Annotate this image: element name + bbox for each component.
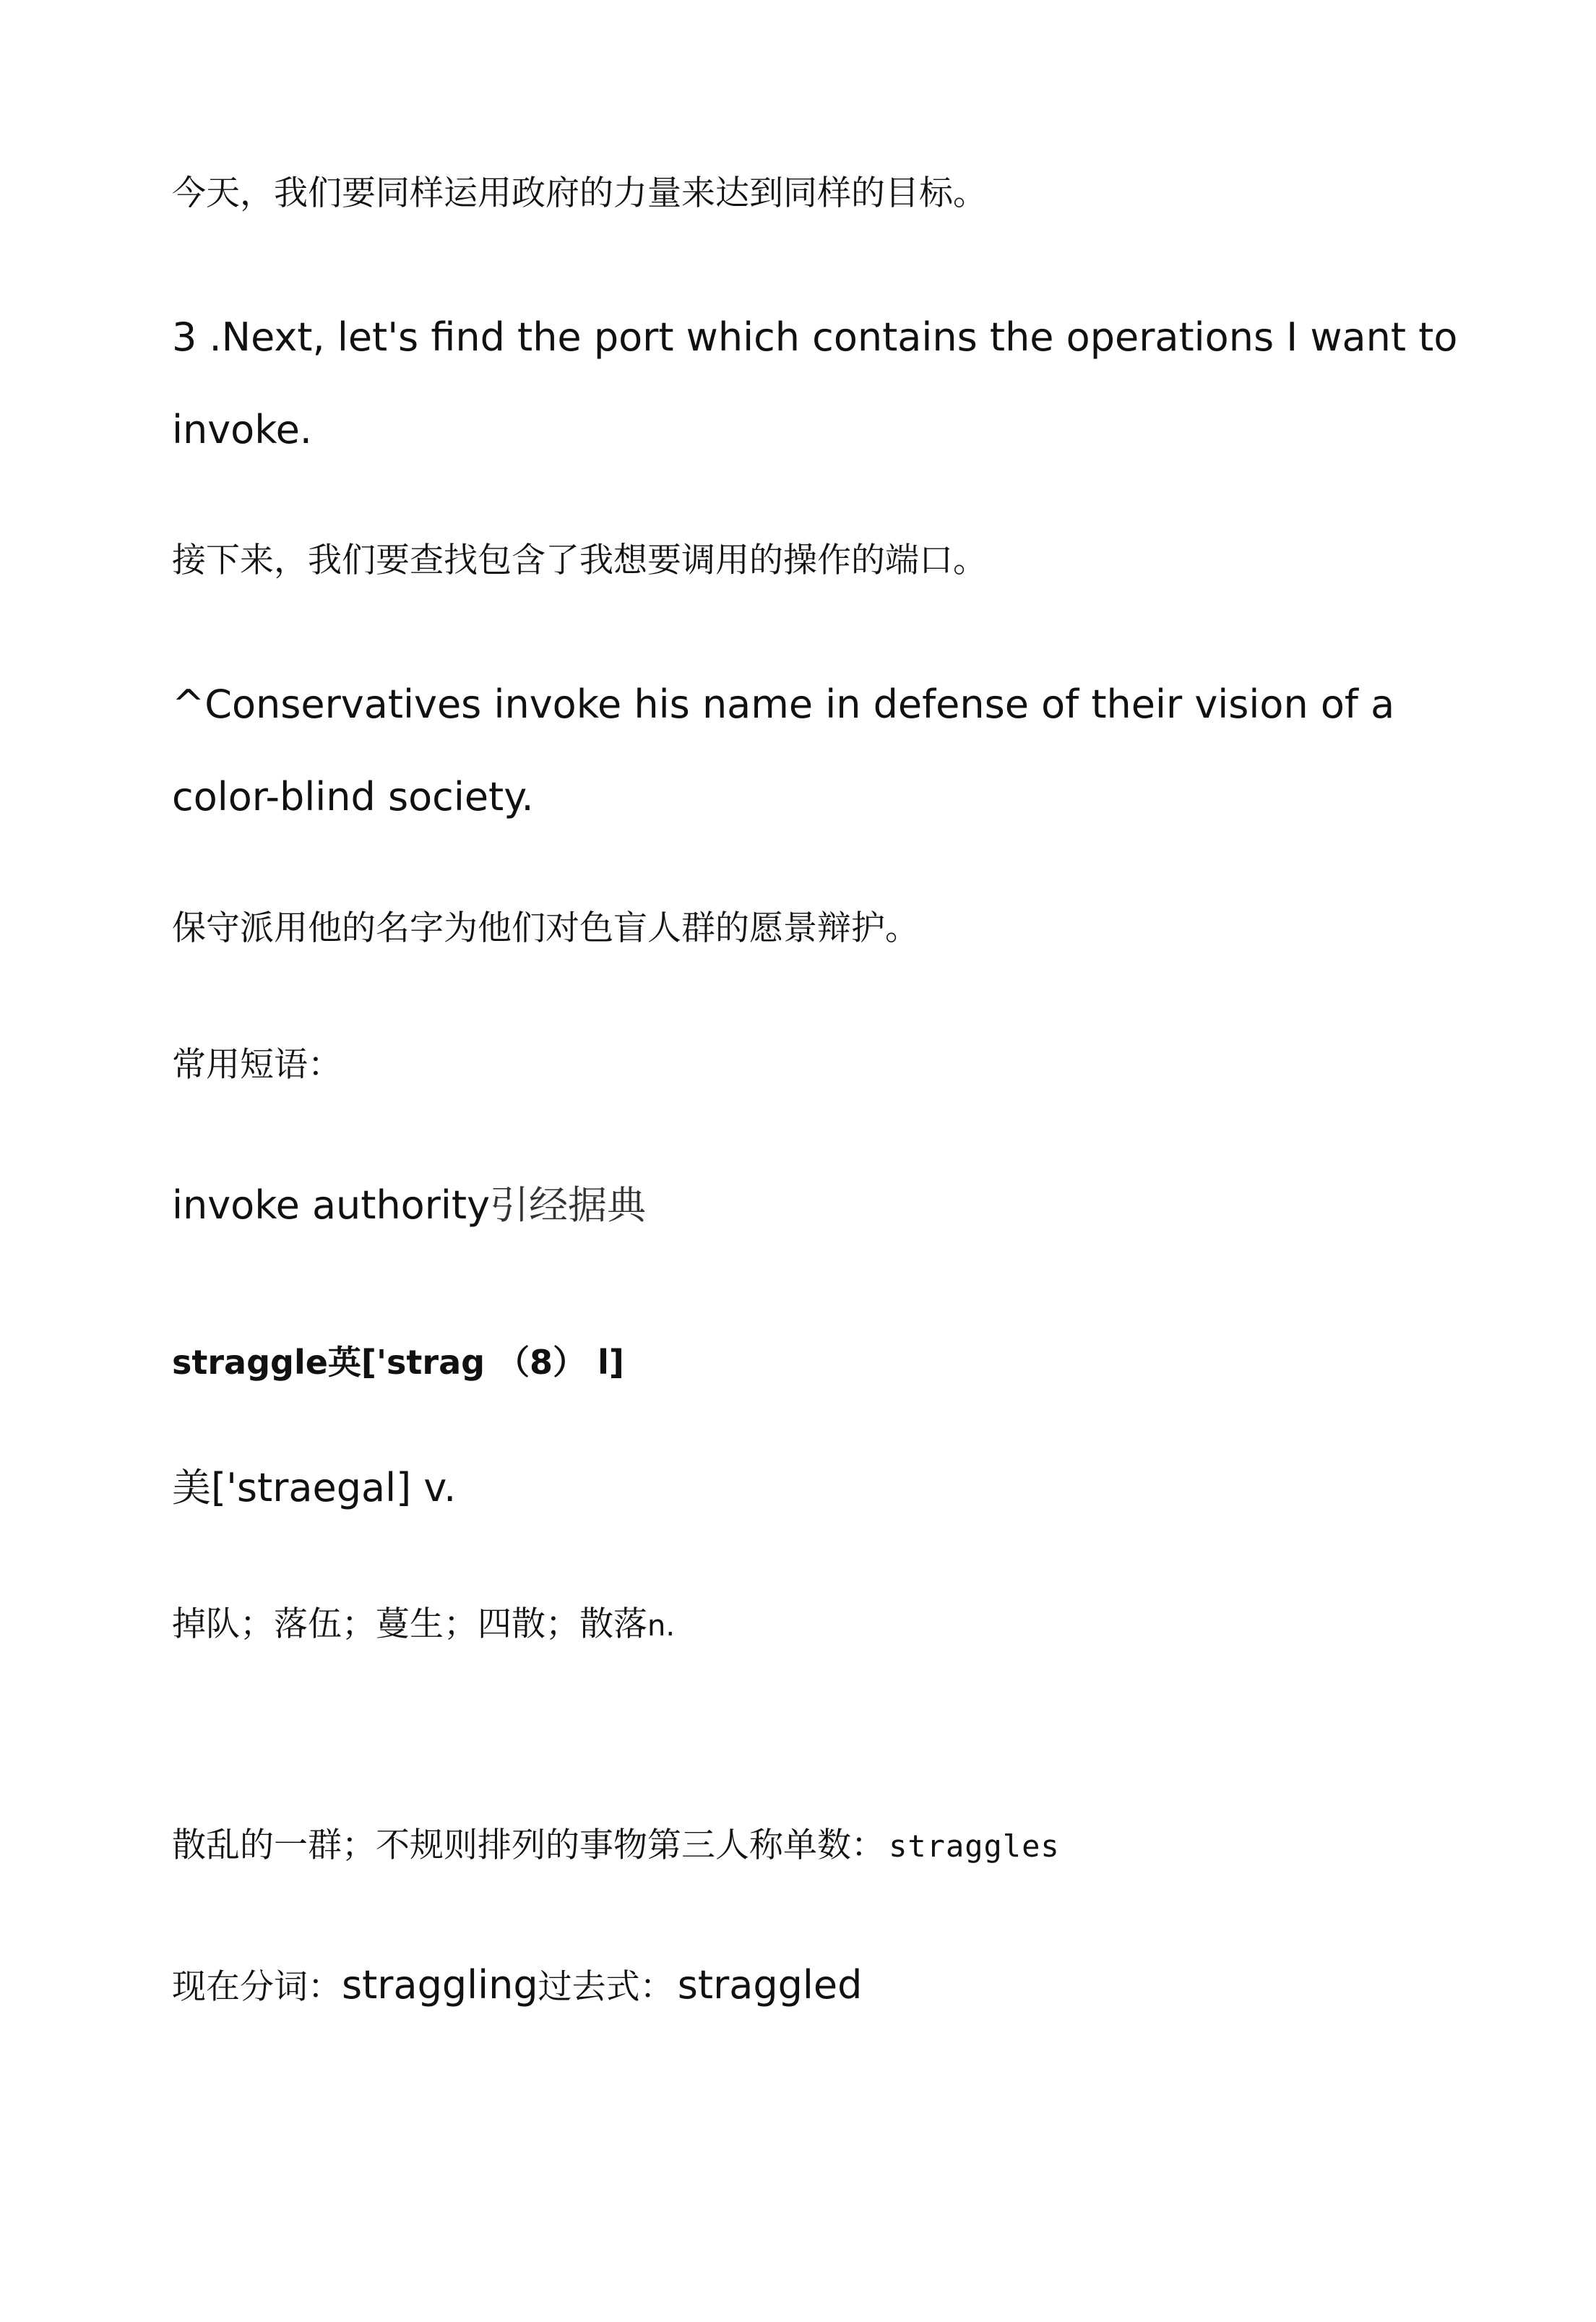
sentence-translation-1: 今天，我们要同样运用政府的力量来达到同样的目标。 bbox=[172, 173, 987, 213]
phrase-english: invoke authority bbox=[172, 1182, 491, 1228]
sentence-translation-4: 保守派用他的名字为他们对色盲人群的愿景辩护。 bbox=[172, 908, 919, 948]
definition-verb-cn: 掉队；落伍；蔓生；四散；散落 bbox=[172, 1604, 647, 1644]
definition-noun-pos: n. bbox=[647, 1609, 676, 1643]
example-sentence-3-line-2: invoke. bbox=[172, 407, 312, 452]
past-tense-label: 过去式： bbox=[538, 1967, 674, 2007]
past-tense: straggled bbox=[677, 1962, 863, 2008]
third-person-singular: straggles bbox=[889, 1828, 1060, 1864]
present-participle: straggling bbox=[342, 1962, 538, 2008]
definition-noun bbox=[172, 1826, 1060, 1865]
sentence-translation-3: 接下来，我们要查找包含了我想要调用的操作的端口。 bbox=[172, 541, 987, 580]
common-phrases-heading: 常用短语： bbox=[172, 1045, 342, 1085]
headword-straggle-us: 美['straegal] v. bbox=[172, 1465, 457, 1510]
inflections bbox=[172, 1962, 863, 2008]
definition-verb bbox=[172, 1604, 676, 1644]
headword-straggle-uk: straggle英['strag （8） l] bbox=[172, 1343, 624, 1382]
example-sentence-4-line-2: color-blind society. bbox=[172, 774, 534, 820]
phrase-invoke-authority bbox=[172, 1182, 647, 1228]
present-participle-label: 现在分词： bbox=[172, 1967, 342, 2007]
definition-noun-cn: 散乱的一群；不规则排列的事物第三人称单数： bbox=[172, 1826, 885, 1865]
example-sentence-4-line-1: ^Conservatives invoke his name in defense of their vision of a bbox=[172, 681, 1395, 727]
example-sentence-3-line-1: 3 .Next, let's find the port which contains the operations I want to bbox=[172, 314, 1458, 360]
phrase-chinese: 引经据典 bbox=[490, 1182, 647, 1228]
